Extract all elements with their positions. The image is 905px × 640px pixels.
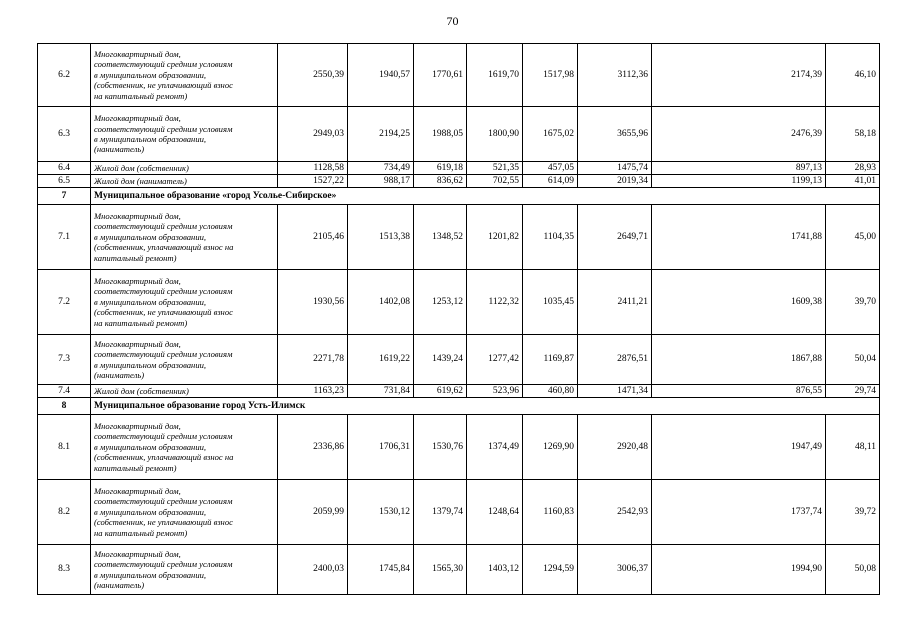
table-row <box>38 270 880 335</box>
row-description: Жилой дом (собственник) <box>91 162 278 175</box>
value-cell: 58,18 <box>826 107 880 162</box>
value-cell: 1439,24 <box>414 335 467 385</box>
value-cell: 1160,83 <box>523 480 578 545</box>
value-cell: 41,01 <box>826 175 880 188</box>
value-cell: 2649,71 <box>578 205 652 270</box>
value-cell: 1169,87 <box>523 335 578 385</box>
row-number: 7.2 <box>38 270 91 335</box>
value-cell: 1530,12 <box>348 480 414 545</box>
value-cell: 521,35 <box>467 162 523 175</box>
value-cell: 1402,08 <box>348 270 414 335</box>
value-cell: 1619,22 <box>348 335 414 385</box>
value-cell: 1988,05 <box>414 107 467 162</box>
value-cell: 2920,48 <box>578 415 652 480</box>
row-number: 8.1 <box>38 415 91 480</box>
value-cell: 1947,49 <box>652 415 826 480</box>
value-cell: 1163,23 <box>278 385 348 398</box>
table-row <box>38 385 880 398</box>
value-cell: 614,09 <box>523 175 578 188</box>
row-number: 8.2 <box>38 480 91 545</box>
value-cell: 1104,35 <box>523 205 578 270</box>
value-cell: 45,00 <box>826 205 880 270</box>
row-description: Жилой дом (собственник) <box>91 385 278 398</box>
value-cell: 3655,96 <box>578 107 652 162</box>
value-cell: 1374,49 <box>467 415 523 480</box>
value-cell: 1277,42 <box>467 335 523 385</box>
value-cell: 619,62 <box>414 385 467 398</box>
value-cell: 731,84 <box>348 385 414 398</box>
value-cell: 1475,74 <box>578 162 652 175</box>
table-row <box>38 107 880 162</box>
section-title: Муниципальное образование город Усть-Илимск <box>91 398 880 415</box>
table-row <box>38 162 880 175</box>
value-cell: 1253,12 <box>414 270 467 335</box>
value-cell: 46,10 <box>826 44 880 107</box>
row-number: 6.4 <box>38 162 91 175</box>
value-cell: 1269,90 <box>523 415 578 480</box>
value-cell: 1565,30 <box>414 545 467 595</box>
value-cell: 1609,38 <box>652 270 826 335</box>
value-cell: 1706,31 <box>348 415 414 480</box>
value-cell: 1770,61 <box>414 44 467 107</box>
value-cell: 1737,74 <box>652 480 826 545</box>
table-row <box>38 175 880 188</box>
section-number: 8 <box>38 398 91 415</box>
row-description: Жилой дом (наниматель) <box>91 175 278 188</box>
row-description: Многоквартирный дом, соответствующий средним условиям в муниципальном образовании, (наниматель) <box>91 107 278 162</box>
value-cell: 1994,90 <box>652 545 826 595</box>
value-cell: 2542,93 <box>578 480 652 545</box>
row-description: Многоквартирный дом, соответствующий средним условиям в муниципальном образовании, (собственник, не уплачивающий взнос на капитальный ремонт) <box>91 270 278 335</box>
value-cell: 1741,88 <box>652 205 826 270</box>
value-cell: 702,55 <box>467 175 523 188</box>
value-cell: 1294,59 <box>523 545 578 595</box>
value-cell: 2411,21 <box>578 270 652 335</box>
row-number: 6.2 <box>38 44 91 107</box>
value-cell: 1122,32 <box>467 270 523 335</box>
value-cell: 39,70 <box>826 270 880 335</box>
value-cell: 2059,99 <box>278 480 348 545</box>
page-number: 70 <box>446 14 459 28</box>
table-row <box>38 44 880 107</box>
value-cell: 836,62 <box>414 175 467 188</box>
value-cell: 1619,70 <box>467 44 523 107</box>
section-title: Муниципальное образование «город Усолье-Сибирское» <box>91 188 880 205</box>
value-cell: 39,72 <box>826 480 880 545</box>
value-cell: 50,04 <box>826 335 880 385</box>
value-cell: 2336,86 <box>278 415 348 480</box>
value-cell: 1930,56 <box>278 270 348 335</box>
value-cell: 2271,78 <box>278 335 348 385</box>
value-cell: 2400,03 <box>278 545 348 595</box>
value-cell: 1517,98 <box>523 44 578 107</box>
value-cell: 2194,25 <box>348 107 414 162</box>
value-cell: 2876,51 <box>578 335 652 385</box>
value-cell: 1199,13 <box>652 175 826 188</box>
row-number: 6.3 <box>38 107 91 162</box>
row-description: Многоквартирный дом, соответствующий средним условиям в муниципальном образовании, (наниматель) <box>91 335 278 385</box>
value-cell: 2019,34 <box>578 175 652 188</box>
tariff-table <box>37 43 880 595</box>
value-cell: 1675,02 <box>523 107 578 162</box>
row-number: 7.4 <box>38 385 91 398</box>
section-number: 7 <box>38 188 91 205</box>
value-cell: 457,05 <box>523 162 578 175</box>
value-cell: 523,96 <box>467 385 523 398</box>
value-cell: 1745,84 <box>348 545 414 595</box>
value-cell: 1940,57 <box>348 44 414 107</box>
table-row <box>38 415 880 480</box>
section-row <box>38 398 880 415</box>
value-cell: 619,18 <box>414 162 467 175</box>
value-cell: 2949,03 <box>278 107 348 162</box>
value-cell: 50,08 <box>826 545 880 595</box>
value-cell: 1530,76 <box>414 415 467 480</box>
value-cell: 2174,39 <box>652 44 826 107</box>
row-number: 8.3 <box>38 545 91 595</box>
value-cell: 28,93 <box>826 162 880 175</box>
row-number: 6.5 <box>38 175 91 188</box>
table-row <box>38 480 880 545</box>
row-number: 7.3 <box>38 335 91 385</box>
value-cell: 2550,39 <box>278 44 348 107</box>
value-cell: 3112,36 <box>578 44 652 107</box>
row-description: Многоквартирный дом, соответствующий средним условиям в муниципальном образовании, (собственник, уплачивающий взнос на капитальный ремонт) <box>91 415 278 480</box>
value-cell: 1867,88 <box>652 335 826 385</box>
row-description: Многоквартирный дом, соответствующий средним условиям в муниципальном образовании, (наниматель) <box>91 545 278 595</box>
value-cell: 2105,46 <box>278 205 348 270</box>
value-cell: 1800,90 <box>467 107 523 162</box>
value-cell: 1379,74 <box>414 480 467 545</box>
value-cell: 1527,22 <box>278 175 348 188</box>
table-row <box>38 545 880 595</box>
value-cell: 460,80 <box>523 385 578 398</box>
value-cell: 1471,34 <box>578 385 652 398</box>
value-cell: 876,55 <box>652 385 826 398</box>
value-cell: 988,17 <box>348 175 414 188</box>
value-cell: 1348,52 <box>414 205 467 270</box>
value-cell: 734,49 <box>348 162 414 175</box>
value-cell: 1403,12 <box>467 545 523 595</box>
row-description: Многоквартирный дом, соответствующий средним условиям в муниципальном образовании, (собственник, не уплачивающий взнос на капитальный ремонт) <box>91 480 278 545</box>
value-cell: 3006,37 <box>578 545 652 595</box>
value-cell: 1035,45 <box>523 270 578 335</box>
table-row <box>38 335 880 385</box>
section-row <box>38 188 880 205</box>
value-cell: 1201,82 <box>467 205 523 270</box>
table-row <box>38 205 880 270</box>
value-cell: 2476,39 <box>652 107 826 162</box>
row-number: 7.1 <box>38 205 91 270</box>
value-cell: 1128,58 <box>278 162 348 175</box>
row-description: Многоквартирный дом, соответствующий средним условиям в муниципальном образовании, (собственник, уплачивающий взнос на капитальный ремонт) <box>91 205 278 270</box>
value-cell: 29,74 <box>826 385 880 398</box>
value-cell: 897,13 <box>652 162 826 175</box>
value-cell: 48,11 <box>826 415 880 480</box>
row-description: Многоквартирный дом, соответствующий средним условиям в муниципальном образовании, (собственник, не уплачивающий взнос на капитальный ремонт) <box>91 44 278 107</box>
value-cell: 1248,64 <box>467 480 523 545</box>
value-cell: 1513,38 <box>348 205 414 270</box>
